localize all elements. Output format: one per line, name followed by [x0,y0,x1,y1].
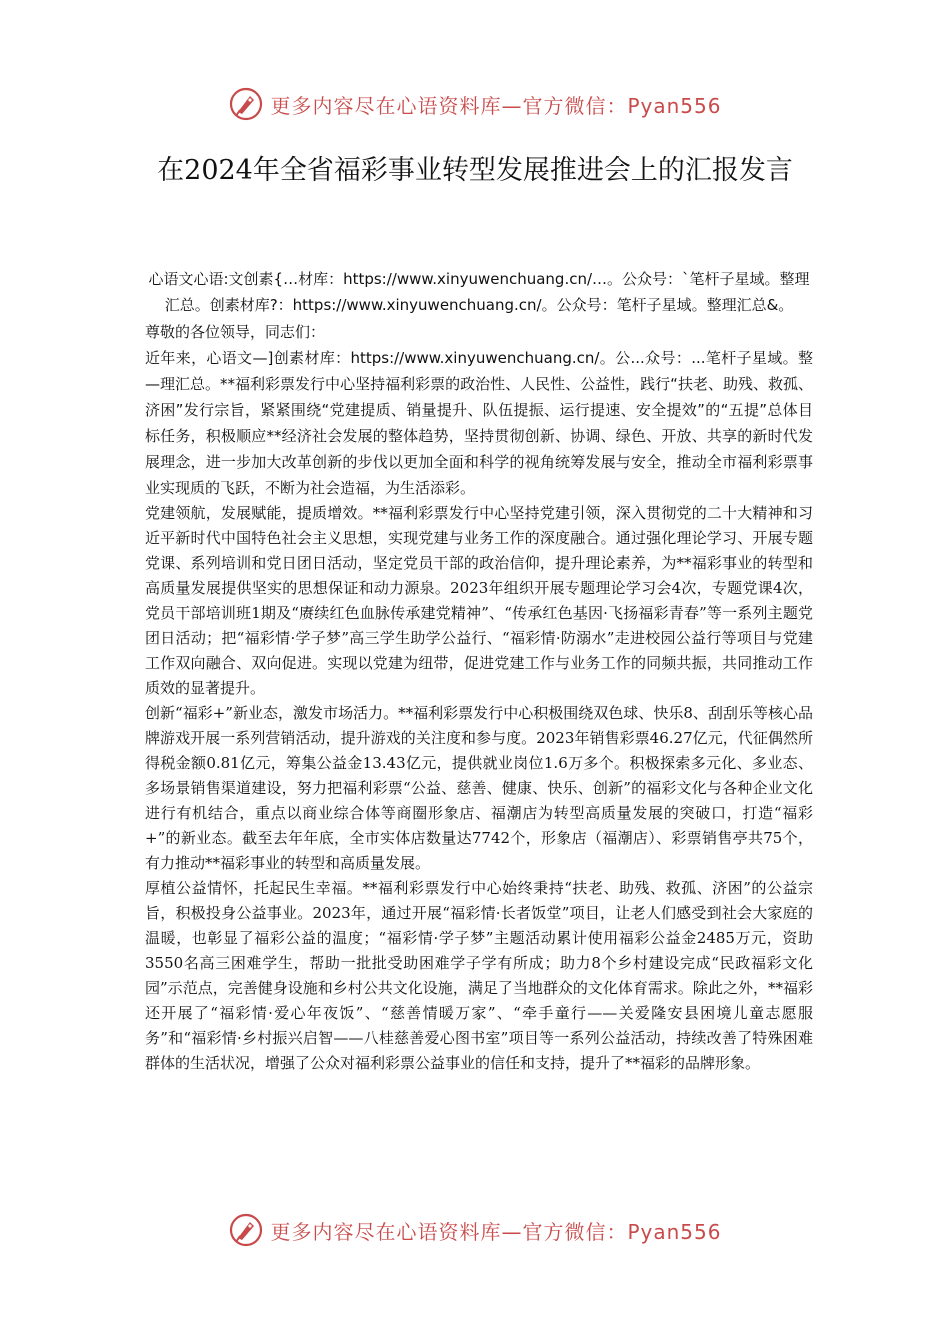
source-note: 心语文心语:文创素{…材库：https://www.xinyuwenchuang.cn/…。公众号：`笔杆子星域。整理汇总。创素材库?：https://www.xinyuwenchuang.cn/。公众号：笔杆子星域。整理汇总&。 [148,270,810,314]
header-banner-text: 更多内容尽在心语资料库—官方微信：Pyan556 [270,93,722,118]
footer-banner [0,1208,950,1252]
paragraph-intro: 近年来，心语文—]创素材库：https://www.xinyuwenchuang.cn/。公...众号：...笔杆子星域。整—理汇总。**福利彩票发行中心坚持福利彩票的政治性、人民性、公益性，践行“扶老、助残、救孤、济困”发行宗旨，紧紧围绕“党建提质、销量提升、队伍提振、运行提速、安全提效”的“五提”总体目标任务，积极顺应**经济社会发展的整体趋势，坚持贯彻创新、协调、绿色、开放、共享的新时代发展理念，进一步加大改革创新的步伐以更加全面和科学的视角统筹发展与安全，推动全市福利彩票事业实现质的飞跃，不断为社会造福，为生活添彩。 [145,349,813,497]
header-banner [0,82,950,126]
salutation: 尊敬的各位领导，同志们： [145,323,326,341]
pen-nib-logo-icon [228,1212,264,1248]
paragraph-public-welfare: 厚植公益情怀，托起民生幸福。**福利彩票发行中心始终秉持“扶老、助残、救孤、济困”的公益宗旨，积极投身公益事业。2023年，通过开展“福彩情·长者饭堂”项目，让老人们感受到社会大家庭的温暖，也彰显了福彩公益的温度；“福彩情·学子梦”主题活动累计使用福彩公益金2485万元，资助3550名高三困难学生，帮助一批批受助困难学子学有所成；助力8个乡村建设完成“民政福彩文化园”示范点，完善健身设施和乡村公共文化设施，满足了当地群众的文化体育需求。除此之外，**福彩还开展了“福彩情·爱心年夜饭”、“慈善情暖万家”、“牵手童行——关爱隆安县困境儿童志愿服务”和“福彩情·乡村振兴启智——八桂慈善爱心图书室”项目等一系列公益活动，持续改善了特殊困难群体的生活状况，增强了公众对福利彩票公益事业的信任和支持，提升了**福彩的品牌形象。 [145,879,813,1072]
document-body [145,266,813,1076]
paragraph-new-business: 创新“福彩+”新业态，激发市场活力。**福利彩票发行中心积极围绕双色球、快乐8、刮刮乐等核心品牌游戏开展一系列营销活动，提升游戏的关注度和参与度。2023年销售彩票46.27亿元，代征偶然所得税金额0.81亿元，筹集公益金13.43亿元，提供就业岗位1.6万多个。积极探索多元化、多业态、多场景销售渠道建设，努力把福利彩票“公益、慈善、健康、快乐、创新”的福彩文化与各种企业文化进行有机结合，重点以商业综合体等商圈形象店、福潮店为转型高质量发展的突破口，打造“福彩+”的新业态。截至去年年底，全市实体店数量达7742个，形象店（福潮店）、彩票销售亭共75个，有力推动**福彩事业的转型和高质量发展。 [145,704,813,872]
pen-nib-logo-icon [228,86,264,122]
footer-banner-text: 更多内容尽在心语资料库—官方微信：Pyan556 [270,1219,722,1244]
document-title: 在2024年全省福彩事业转型发展推进会上的汇报发言 [157,155,793,186]
paragraph-party-building: 党建领航，发展赋能，提质增效。**福利彩票发行中心坚持党建引领，深入贯彻党的二十大精神和习近平新时代中国特色社会主义思想，实现党建与业务工作的深度融合。通过强化理论学习、开展专题党课、系列培训和党日团日活动，坚定党员干部的政治信仰，提升理论素养，为**福彩事业的转型和高质量发展提供坚实的思想保证和动力源泉。2023年组织开展专题理论学习会4次，专题党课4次，党员干部培训班1期及“赓续红色血脉传承建党精神”、“传承红色基因·飞扬福彩青春”等一系列主题党团日活动；把“福彩情·学子梦”高三学生助学公益行、“福彩情·防溺水”走进校园公益行等项目与党建工作双向融合、双向促进。实现以党建为纽带，促进党建工作与业务工作的同频共振，共同推动工作质效的显著提升。 [145,504,813,697]
